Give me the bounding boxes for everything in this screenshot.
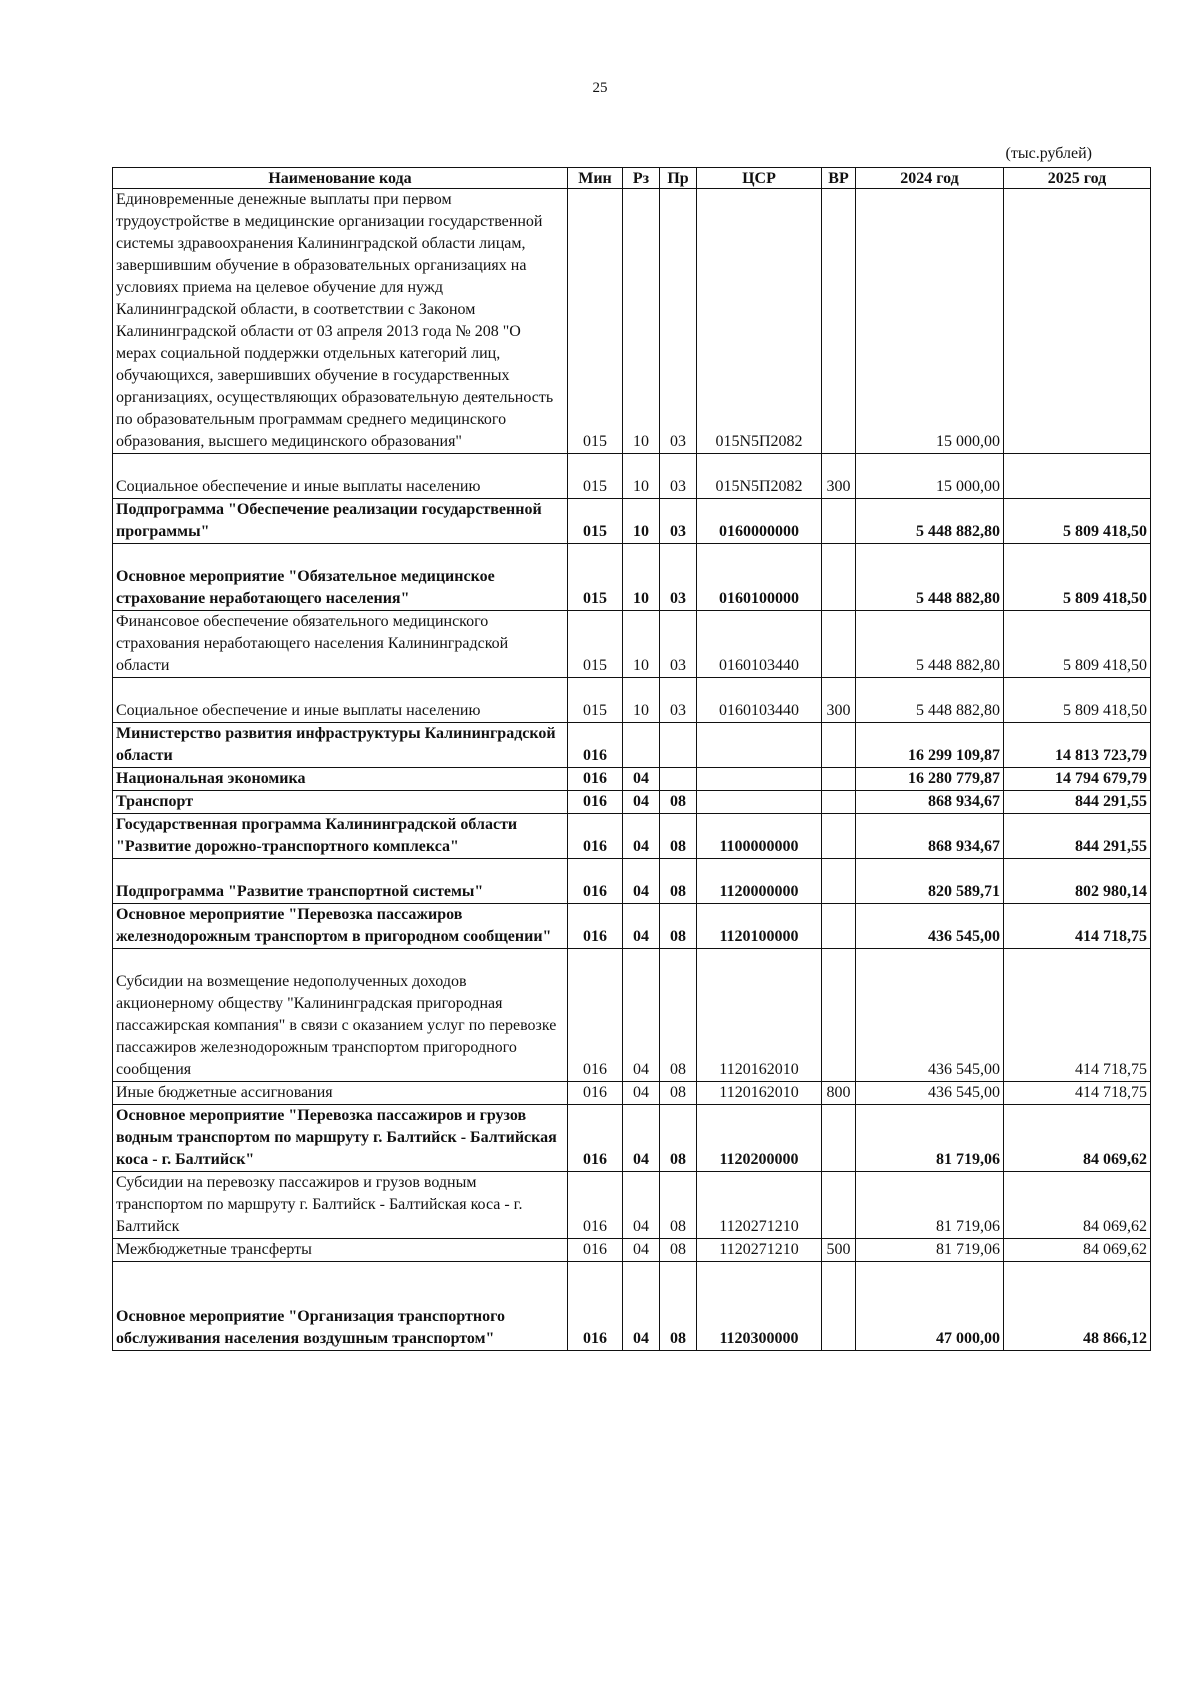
cell-csr: 1120300000: [697, 1262, 822, 1351]
table-row: [113, 768, 1151, 791]
units-label: (тыс.рублей): [1005, 145, 1092, 162]
table-row: [113, 1105, 1151, 1172]
cell-vr: 800: [822, 1082, 856, 1105]
cell-2024: 436 545,00: [856, 949, 1004, 1082]
cell-csr: 1120162010: [697, 949, 822, 1082]
cell-rz: 04: [623, 1262, 660, 1351]
cell-pr: 08: [660, 1105, 697, 1172]
cell-name: Основное мероприятие "Обязательное медицинское страхование неработающего населения": [113, 544, 568, 611]
cell-2024: 436 545,00: [856, 1082, 1004, 1105]
cell-2024: 5 448 882,80: [856, 499, 1004, 544]
cell-csr: 015N5П2082: [697, 454, 822, 499]
budget-table: [112, 167, 1151, 1351]
cell-2024: 5 448 882,80: [856, 678, 1004, 723]
cell-name: Транспорт: [113, 791, 568, 814]
cell-pr: 08: [660, 1262, 697, 1351]
header-2025: 2025 год: [1004, 168, 1151, 189]
cell-rz: 04: [623, 791, 660, 814]
table-row: [113, 791, 1151, 814]
table-row: [113, 1172, 1151, 1239]
cell-name: Подпрограмма "Обеспечение реализации государственной программы": [113, 499, 568, 544]
cell-vr: 500: [822, 1239, 856, 1262]
cell-vr: [822, 1105, 856, 1172]
cell-pr: 03: [660, 189, 697, 454]
cell-vr: [822, 791, 856, 814]
cell-2024: 15 000,00: [856, 454, 1004, 499]
cell-csr: 1120271210: [697, 1172, 822, 1239]
cell-2024: 868 934,67: [856, 814, 1004, 859]
cell-rz: 04: [623, 1105, 660, 1172]
cell-min: 016: [568, 1239, 623, 1262]
cell-2025: 84 069,62: [1004, 1105, 1151, 1172]
cell-name: Социальное обеспечение и иные выплаты населению: [113, 454, 568, 499]
cell-pr: 08: [660, 1172, 697, 1239]
cell-pr: 03: [660, 678, 697, 723]
header-min: Мин: [568, 168, 623, 189]
cell-rz: 04: [623, 768, 660, 791]
cell-2025: 5 809 418,50: [1004, 678, 1151, 723]
table-row: [113, 1239, 1151, 1262]
cell-rz: 04: [623, 1172, 660, 1239]
header-row: [113, 168, 1151, 189]
cell-pr: 08: [660, 859, 697, 904]
cell-2024: 868 934,67: [856, 791, 1004, 814]
cell-rz: 10: [623, 454, 660, 499]
cell-rz: 04: [623, 814, 660, 859]
table-row: [113, 949, 1151, 1082]
cell-min: 015: [568, 544, 623, 611]
cell-2025: 414 718,75: [1004, 904, 1151, 949]
cell-csr: 1120162010: [697, 1082, 822, 1105]
cell-csr: 1120100000: [697, 904, 822, 949]
cell-csr: 0160103440: [697, 611, 822, 678]
cell-name: Национальная экономика: [113, 768, 568, 791]
cell-name: Субсидии на возмещение недополученных доходов акционерному обществу "Калининградская пригородная пассажирская компания" в связи с оказанием услуг по перевозке пассажиров железнодорожным транспортом пригородного сообщения: [113, 949, 568, 1082]
cell-2025: 5 809 418,50: [1004, 499, 1151, 544]
cell-name: Социальное обеспечение и иные выплаты населению: [113, 678, 568, 723]
cell-2024: 81 719,06: [856, 1239, 1004, 1262]
cell-rz: 10: [623, 189, 660, 454]
cell-rz: 04: [623, 1082, 660, 1105]
cell-csr: 0160103440: [697, 678, 822, 723]
cell-2025: 48 866,12: [1004, 1262, 1151, 1351]
cell-min: 016: [568, 1105, 623, 1172]
cell-pr: [660, 768, 697, 791]
cell-vr: 300: [822, 678, 856, 723]
cell-vr: [822, 189, 856, 454]
cell-min: 015: [568, 454, 623, 499]
cell-name: Субсидии на перевозку пассажиров и грузов водным транспортом по маршруту г. Балтийск - Балтийская коса - г. Балтийск: [113, 1172, 568, 1239]
cell-2025: [1004, 454, 1151, 499]
table-row: [113, 814, 1151, 859]
cell-min: 016: [568, 1262, 623, 1351]
cell-name: Единовременные денежные выплаты при первом трудоустройстве в медицинские организации государственной системы здравоохранения Калининградской области лицам, завершившим обучение в образовательных организациях на условиях приема на целевое обучение для нужд Калининградской области, в соответствии с Законом Калининградской области от 03 апреля 2013 года № 208 "О мерах социальной поддержки отдельных категорий лиц, обучающихся, завершивших обучение в государственных организациях, осуществляющих образовательную деятельность по образовательным программам среднего медицинского образования, высшего медицинского образования": [113, 189, 568, 454]
table-row: [113, 859, 1151, 904]
table-row: [113, 611, 1151, 678]
table-row: [113, 544, 1151, 611]
cell-vr: [822, 1262, 856, 1351]
cell-2024: 5 448 882,80: [856, 544, 1004, 611]
cell-2024: 81 719,06: [856, 1105, 1004, 1172]
cell-pr: 08: [660, 791, 697, 814]
cell-rz: 10: [623, 611, 660, 678]
cell-min: 016: [568, 1082, 623, 1105]
cell-csr: 1120200000: [697, 1105, 822, 1172]
cell-name: Основное мероприятие "Организация транспортного обслуживания населения воздушным транспортом": [113, 1262, 568, 1351]
cell-rz: 04: [623, 859, 660, 904]
table-row: [113, 904, 1151, 949]
cell-min: 016: [568, 904, 623, 949]
cell-vr: [822, 768, 856, 791]
table-row: [113, 723, 1151, 768]
cell-name: Финансовое обеспечение обязательного медицинского страхования неработающего населения Калининградской области: [113, 611, 568, 678]
cell-pr: 08: [660, 814, 697, 859]
table-row: [113, 189, 1151, 454]
cell-min: 016: [568, 859, 623, 904]
table-row: [113, 678, 1151, 723]
cell-pr: 08: [660, 904, 697, 949]
cell-name: Основное мероприятие "Перевозка пассажиров и грузов водным транспортом по маршруту г. Балтийск - Балтийская коса - г. Балтийск": [113, 1105, 568, 1172]
table-row: [113, 499, 1151, 544]
header-vr: ВР: [822, 168, 856, 189]
cell-2024: 81 719,06: [856, 1172, 1004, 1239]
cell-rz: 10: [623, 678, 660, 723]
cell-csr: [697, 768, 822, 791]
cell-vr: [822, 499, 856, 544]
cell-min: 015: [568, 189, 623, 454]
cell-rz: [623, 723, 660, 768]
cell-2025: 14 794 679,79: [1004, 768, 1151, 791]
cell-csr: [697, 791, 822, 814]
header-pr: Пр: [660, 168, 697, 189]
cell-csr: 0160100000: [697, 544, 822, 611]
cell-min: 016: [568, 791, 623, 814]
cell-pr: 08: [660, 1082, 697, 1105]
table-row: [113, 1262, 1151, 1351]
cell-vr: [822, 1172, 856, 1239]
cell-rz: 04: [623, 949, 660, 1082]
cell-pr: 03: [660, 499, 697, 544]
cell-2025: 802 980,14: [1004, 859, 1151, 904]
cell-vr: 300: [822, 454, 856, 499]
cell-name: Министерство развития инфраструктуры Калининградской области: [113, 723, 568, 768]
cell-vr: [822, 904, 856, 949]
cell-min: 015: [568, 499, 623, 544]
cell-vr: [822, 949, 856, 1082]
cell-min: 016: [568, 949, 623, 1082]
cell-2025: 5 809 418,50: [1004, 544, 1151, 611]
cell-min: 016: [568, 814, 623, 859]
cell-2024: 820 589,71: [856, 859, 1004, 904]
cell-2025: 414 718,75: [1004, 949, 1151, 1082]
cell-2024: 15 000,00: [856, 189, 1004, 454]
cell-pr: 03: [660, 454, 697, 499]
cell-2025: 5 809 418,50: [1004, 611, 1151, 678]
header-2024: 2024 год: [856, 168, 1004, 189]
cell-2025: 84 069,62: [1004, 1172, 1151, 1239]
header-name: Наименование кода: [113, 168, 568, 189]
cell-2025: [1004, 189, 1151, 454]
cell-2025: 844 291,55: [1004, 814, 1151, 859]
cell-vr: [822, 814, 856, 859]
cell-name: Иные бюджетные ассигнования: [113, 1082, 568, 1105]
cell-pr: 03: [660, 544, 697, 611]
cell-2024: 436 545,00: [856, 904, 1004, 949]
cell-2024: 47 000,00: [856, 1262, 1004, 1351]
cell-csr: [697, 723, 822, 768]
cell-pr: [660, 723, 697, 768]
cell-vr: [822, 611, 856, 678]
cell-csr: 1100000000: [697, 814, 822, 859]
cell-csr: 015N5П2082: [697, 189, 822, 454]
cell-pr: 08: [660, 1239, 697, 1262]
cell-vr: [822, 723, 856, 768]
cell-name: Государственная программа Калининградской области "Развитие дорожно-транспортного комплекса": [113, 814, 568, 859]
cell-2025: 84 069,62: [1004, 1239, 1151, 1262]
cell-min: 016: [568, 723, 623, 768]
cell-2024: 16 299 109,87: [856, 723, 1004, 768]
cell-vr: [822, 859, 856, 904]
cell-pr: 03: [660, 611, 697, 678]
cell-min: 016: [568, 768, 623, 791]
cell-rz: 04: [623, 1239, 660, 1262]
cell-2025: 844 291,55: [1004, 791, 1151, 814]
cell-min: 015: [568, 678, 623, 723]
cell-rz: 10: [623, 544, 660, 611]
cell-name: Подпрограмма "Развитие транспортной системы": [113, 859, 568, 904]
cell-csr: 1120271210: [697, 1239, 822, 1262]
cell-rz: 04: [623, 904, 660, 949]
header-rz: Рз: [623, 168, 660, 189]
cell-2025: 414 718,75: [1004, 1082, 1151, 1105]
cell-pr: 08: [660, 949, 697, 1082]
cell-name: Межбюджетные трансферты: [113, 1239, 568, 1262]
page-number: 25: [592, 80, 608, 96]
table-row: [113, 1082, 1151, 1105]
cell-csr: 1120000000: [697, 859, 822, 904]
cell-2025: 14 813 723,79: [1004, 723, 1151, 768]
cell-vr: [822, 544, 856, 611]
cell-min: 015: [568, 611, 623, 678]
cell-rz: 10: [623, 499, 660, 544]
cell-csr: 0160000000: [697, 499, 822, 544]
cell-min: 016: [568, 1172, 623, 1239]
cell-2024: 5 448 882,80: [856, 611, 1004, 678]
header-csr: ЦСР: [697, 168, 822, 189]
cell-2024: 16 280 779,87: [856, 768, 1004, 791]
cell-name: Основное мероприятие "Перевозка пассажиров железнодорожным транспортом в пригородном сообщении": [113, 904, 568, 949]
table-row: [113, 454, 1151, 499]
